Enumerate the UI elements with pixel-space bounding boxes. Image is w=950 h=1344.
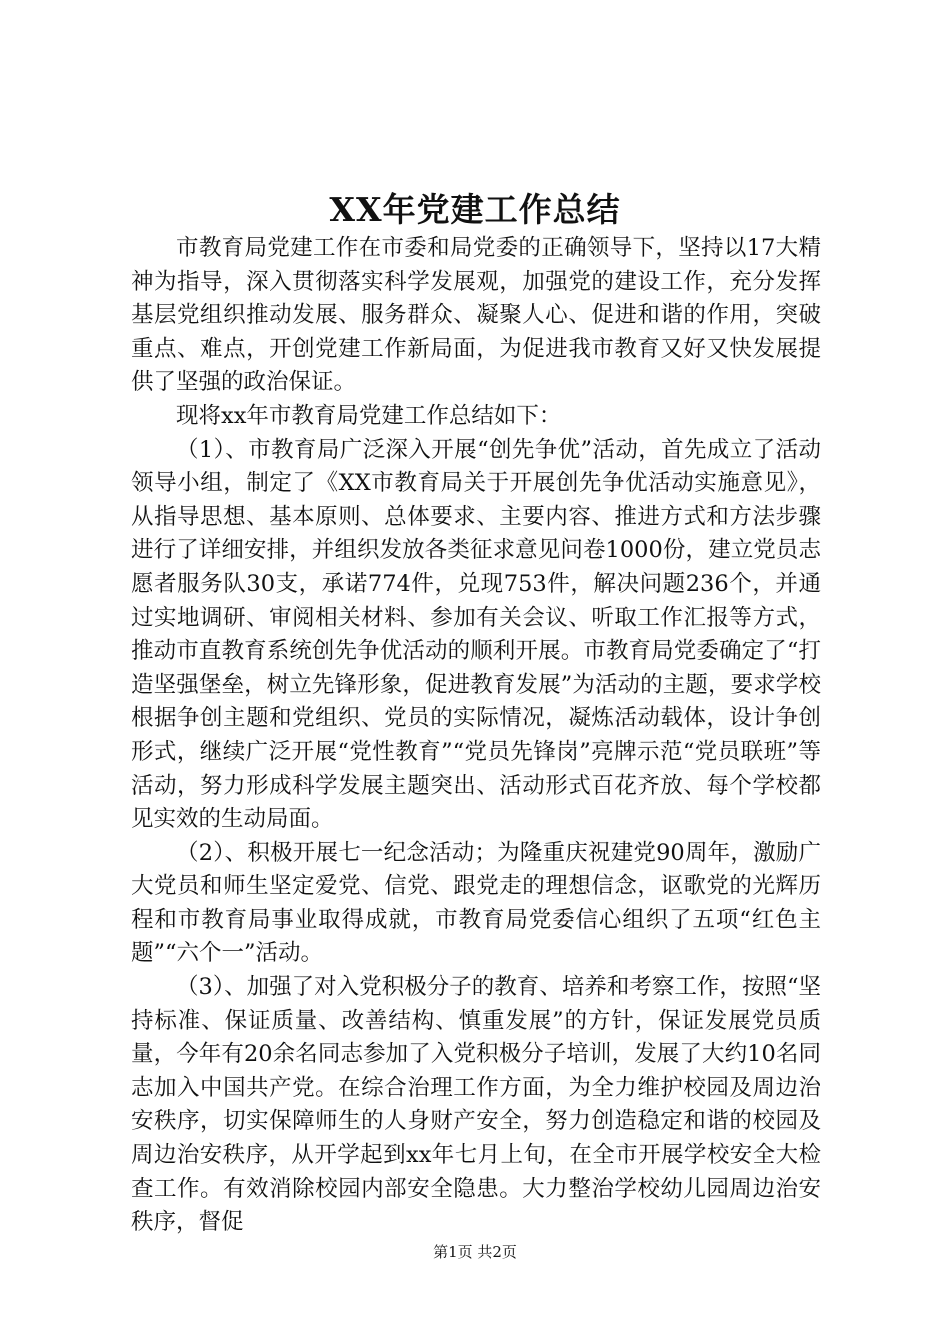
- paragraph-item-3: （3）、加强了对入党积极分子的教育、培养和考察工作，按照“坚持标准、保证质量、改善结构、慎重发展”的方针，保证发展党员质量，今年有20余名同志参加了入党积极分子培训，发展了大约10名同志加入中国共产党。在综合治理工作方面，为全力维护校园及周边治安秩序，切实保障师生的人身财产安全，努力创造稳定和谐的校园及周边治安秩序，从开学起到xx年七月上旬，在全市开展学校安全大检查工作。有效消除校园内部安全隐患。大力整治学校幼儿园周边治安秩序，督促: [131, 974, 821, 1236]
- paragraph-intro: 市教育局党建工作在市委和局党委的正确领导下，坚持以17大精神为指导，深入贯彻落实科学发展观，加强党的建设工作，充分发挥基层党组织推动发展、服务群众、凝聚人心、促进和谐的作用，突破重点、难点，开创党建工作新局面，为促进我市教育又好又快发展提供了坚强的政治保证。: [131, 235, 821, 396]
- paragraph-item-1: （1）、市教育局广泛深入开展“创先争优”活动，首先成立了活动领导小组，制定了《XX市教育局关于开展创先争优活动实施意见》，从指导思想、基本原则、总体要求、主要内容、推进方式和方法步骤进行了详细安排，并组织发放各类征求意见问卷1000份，建立党员志愿者服务队30支，承诺774件，兑现753件，解决问题236个，并通过实地调研、审阅相关材料、参加有关会议、听取工作汇报等方式，推动市直教育系统创先争优活动的顺利开展。市教育局党委确定了“打造坚强堡垒，树立先锋形象，促进教育发展”为活动的主题，要求学校根据争创主题和党组织、党员的实际情况，凝炼活动载体，设计争创形式，继续广泛开展“党性教育”“党员先锋岗”亮牌示范“党员联班”等活动，努力形成科学发展主题突出、活动形式百花齐放、每个学校都见实效的生动局面。: [131, 436, 821, 833]
- paragraph-item-2: （2）、积极开展七一纪念活动；为隆重庆祝建党90周年，激励广大党员和师生坚定爱党、信党、跟党走的理想信念，讴歌党的光辉历程和市教育局事业取得成就，市教育局党委信心组织了五项“红色主题”“六个一”活动。: [131, 839, 821, 967]
- paragraph-summary-lead: 现将xx年市教育局党建工作总结如下：: [176, 402, 562, 429]
- document-body: [131, 232, 821, 1240]
- document-title: XX年党建工作总结: [329, 190, 621, 229]
- page-footer: 第1页 共2页: [433, 1243, 517, 1261]
